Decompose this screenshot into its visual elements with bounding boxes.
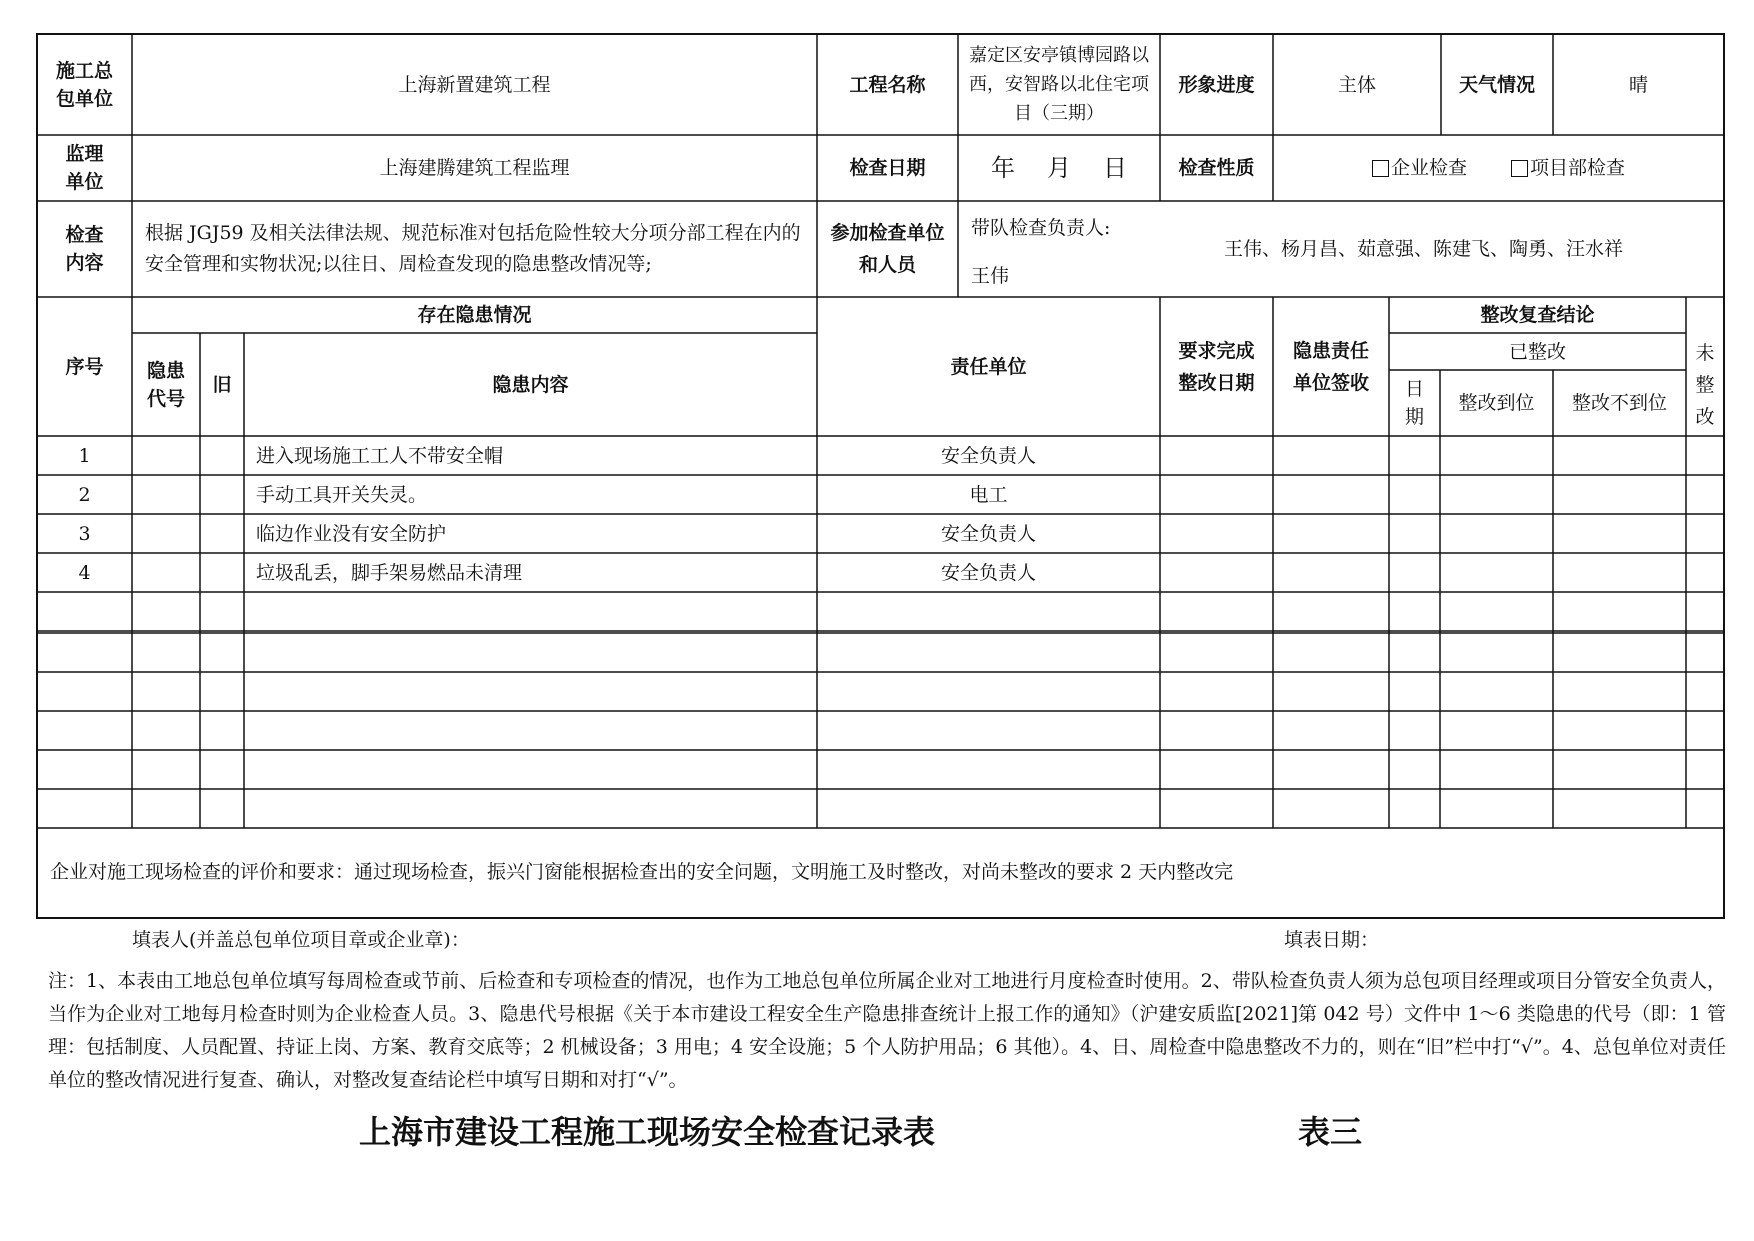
table-number: 表三 xyxy=(1298,1113,1363,1151)
contractor-label: 施工总包单位 xyxy=(55,59,113,110)
row-4-content: 垃圾乱丢，脚手架易燃品未清理 xyxy=(256,561,523,584)
check-date-value[interactable] xyxy=(958,135,1160,201)
row-4-old[interactable] xyxy=(200,553,244,592)
row-2-content: 手动工具开关失灵。 xyxy=(256,483,428,506)
col-responsible-header: 责任单位 xyxy=(950,355,1027,378)
check-nature-label: 检查性质 xyxy=(1178,157,1255,179)
row-3-content: 临边作业没有安全防护 xyxy=(256,522,447,545)
row-4-code[interactable] xyxy=(132,553,200,592)
col-deadline-header: 要求完成整改日期 xyxy=(1178,339,1255,394)
col-date-header: 日期 xyxy=(1404,378,1424,428)
check-content-label: 检查内容 xyxy=(65,224,104,274)
row-1-seq: 1 xyxy=(78,444,91,467)
row-4-unit: 安全负责人 xyxy=(940,561,1036,584)
group-review-header: 整改复查结论 xyxy=(1480,304,1595,326)
col-sign-header: 隐患责任单位签收 xyxy=(1292,339,1369,394)
participants-label: 参加检查单位和人员 xyxy=(830,222,945,276)
leader-label: 带队检查负责人: xyxy=(971,217,1111,239)
supervisor-value: 上海建腾建筑工程监理 xyxy=(379,157,570,179)
progress-label: 形象进度 xyxy=(1178,73,1255,96)
fill-date-label: 填表日期： xyxy=(1284,929,1380,951)
weather-label: 天气情况 xyxy=(1458,73,1535,96)
check-date-year: 年 xyxy=(991,154,1015,182)
col-hazard-code-header: 隐患代号 xyxy=(146,359,185,410)
row-1-unit: 安全负责人 xyxy=(940,444,1036,467)
row-2-seq: 2 xyxy=(78,483,91,506)
check-date-month: 月 xyxy=(1047,154,1071,182)
supervisor-label: 监理单位 xyxy=(65,143,104,193)
group-hazard-header: 存在隐患情况 xyxy=(417,304,532,326)
contractor-value: 上海新置建筑工程 xyxy=(398,73,551,96)
project-name-value: 嘉定区安亭镇博园路以西，安智路以北住宅项目（三期） xyxy=(969,45,1149,124)
col-seq-header: 序号 xyxy=(65,355,104,378)
col-rectified-header: 已整改 xyxy=(1508,340,1566,363)
row-1-content: 进入现场施工工人不带安全帽 xyxy=(256,444,504,467)
col-done-header: 整改到位 xyxy=(1458,392,1535,414)
row-3-seq: 3 xyxy=(78,522,91,545)
enterprise-check-checkbox[interactable] xyxy=(1372,160,1389,177)
row-3-old[interactable] xyxy=(200,514,244,553)
progress-value: 主体 xyxy=(1337,73,1376,96)
col-unrectified-header: 未整改 xyxy=(1695,341,1715,428)
row-4-seq: 4 xyxy=(78,561,91,584)
row-1-old[interactable] xyxy=(200,436,244,475)
footnote: 注：1、本表由工地总包单位填写每周检查或节前、后检查和专项检查的情况，也作为工地总包单位所属企业对工地进行月度检查时使用。2、带队检查负责人须为总包项目经理或项目分管安全负责人，当作为企业对工地每月检查时则为企业检查人员。3、隐患代号根据《关于本市建设工程安全生产隐患排查统计上报工作的通知》（沪建安质监[2021]第 042 号）文件中 1～6 类隐患的代号（即：1 管理：包括制度、人员配置、持证上岗、方案、教育交底等；2 机械设备；3 用电；4 安全设施；5 个人防护用品；6 其他）。4、日、周检查中隐患整改不力的，则在“旧”栏中打“√”。4、总包单位对责任单位的整改情况进行复查、确认，对整改复查结论栏中填写日期和对打“√”。 xyxy=(48,970,1726,1091)
filler-label: 填表人(并盖总包单位项目章或企业章)： xyxy=(132,929,470,951)
row-2-code[interactable] xyxy=(132,475,200,514)
row-2-old[interactable] xyxy=(200,475,244,514)
evaluation-text: 企业对施工现场检查的评价和要求：通过现场检查，振兴门窗能根据检查出的安全问题，文明施工及时整改，对尚未整改的要求 2 天内整改完 xyxy=(50,861,1234,883)
project-check-label: 项目部检查 xyxy=(1530,157,1626,179)
row-3-code[interactable] xyxy=(132,514,200,553)
row-2-unit: 电工 xyxy=(969,483,1008,506)
check-date-day: 日 xyxy=(1103,154,1127,182)
enterprise-check-label: 企业检查 xyxy=(1390,157,1467,179)
col-not-done-header: 整改不到位 xyxy=(1571,392,1667,414)
row-3-unit: 安全负责人 xyxy=(940,522,1036,545)
check-content-value: 根据 JGJ59 及相关法律法规、规范标准对包括危险性较大分项分部工程在内的安全管理和实物状况;以往日、周检查发现的隐患整改情况等; xyxy=(145,222,801,275)
col-hazard-content-header: 隐患内容 xyxy=(492,373,569,396)
project-name-label: 工程名称 xyxy=(849,73,926,96)
members-value: 王伟、杨月昌、茹意强、陈建飞、陶勇、汪水祥 xyxy=(1224,238,1624,260)
row-1-code[interactable] xyxy=(132,436,200,475)
leader-value: 王伟 xyxy=(971,265,1010,287)
project-check-checkbox[interactable] xyxy=(1511,160,1528,177)
check-nature-options xyxy=(1273,135,1724,201)
form-title: 上海市建设工程施工现场安全检查记录表 xyxy=(359,1113,936,1151)
weather-value: 晴 xyxy=(1628,73,1648,96)
col-old-header: 旧 xyxy=(212,373,232,396)
check-date-label: 检查日期 xyxy=(849,157,926,179)
